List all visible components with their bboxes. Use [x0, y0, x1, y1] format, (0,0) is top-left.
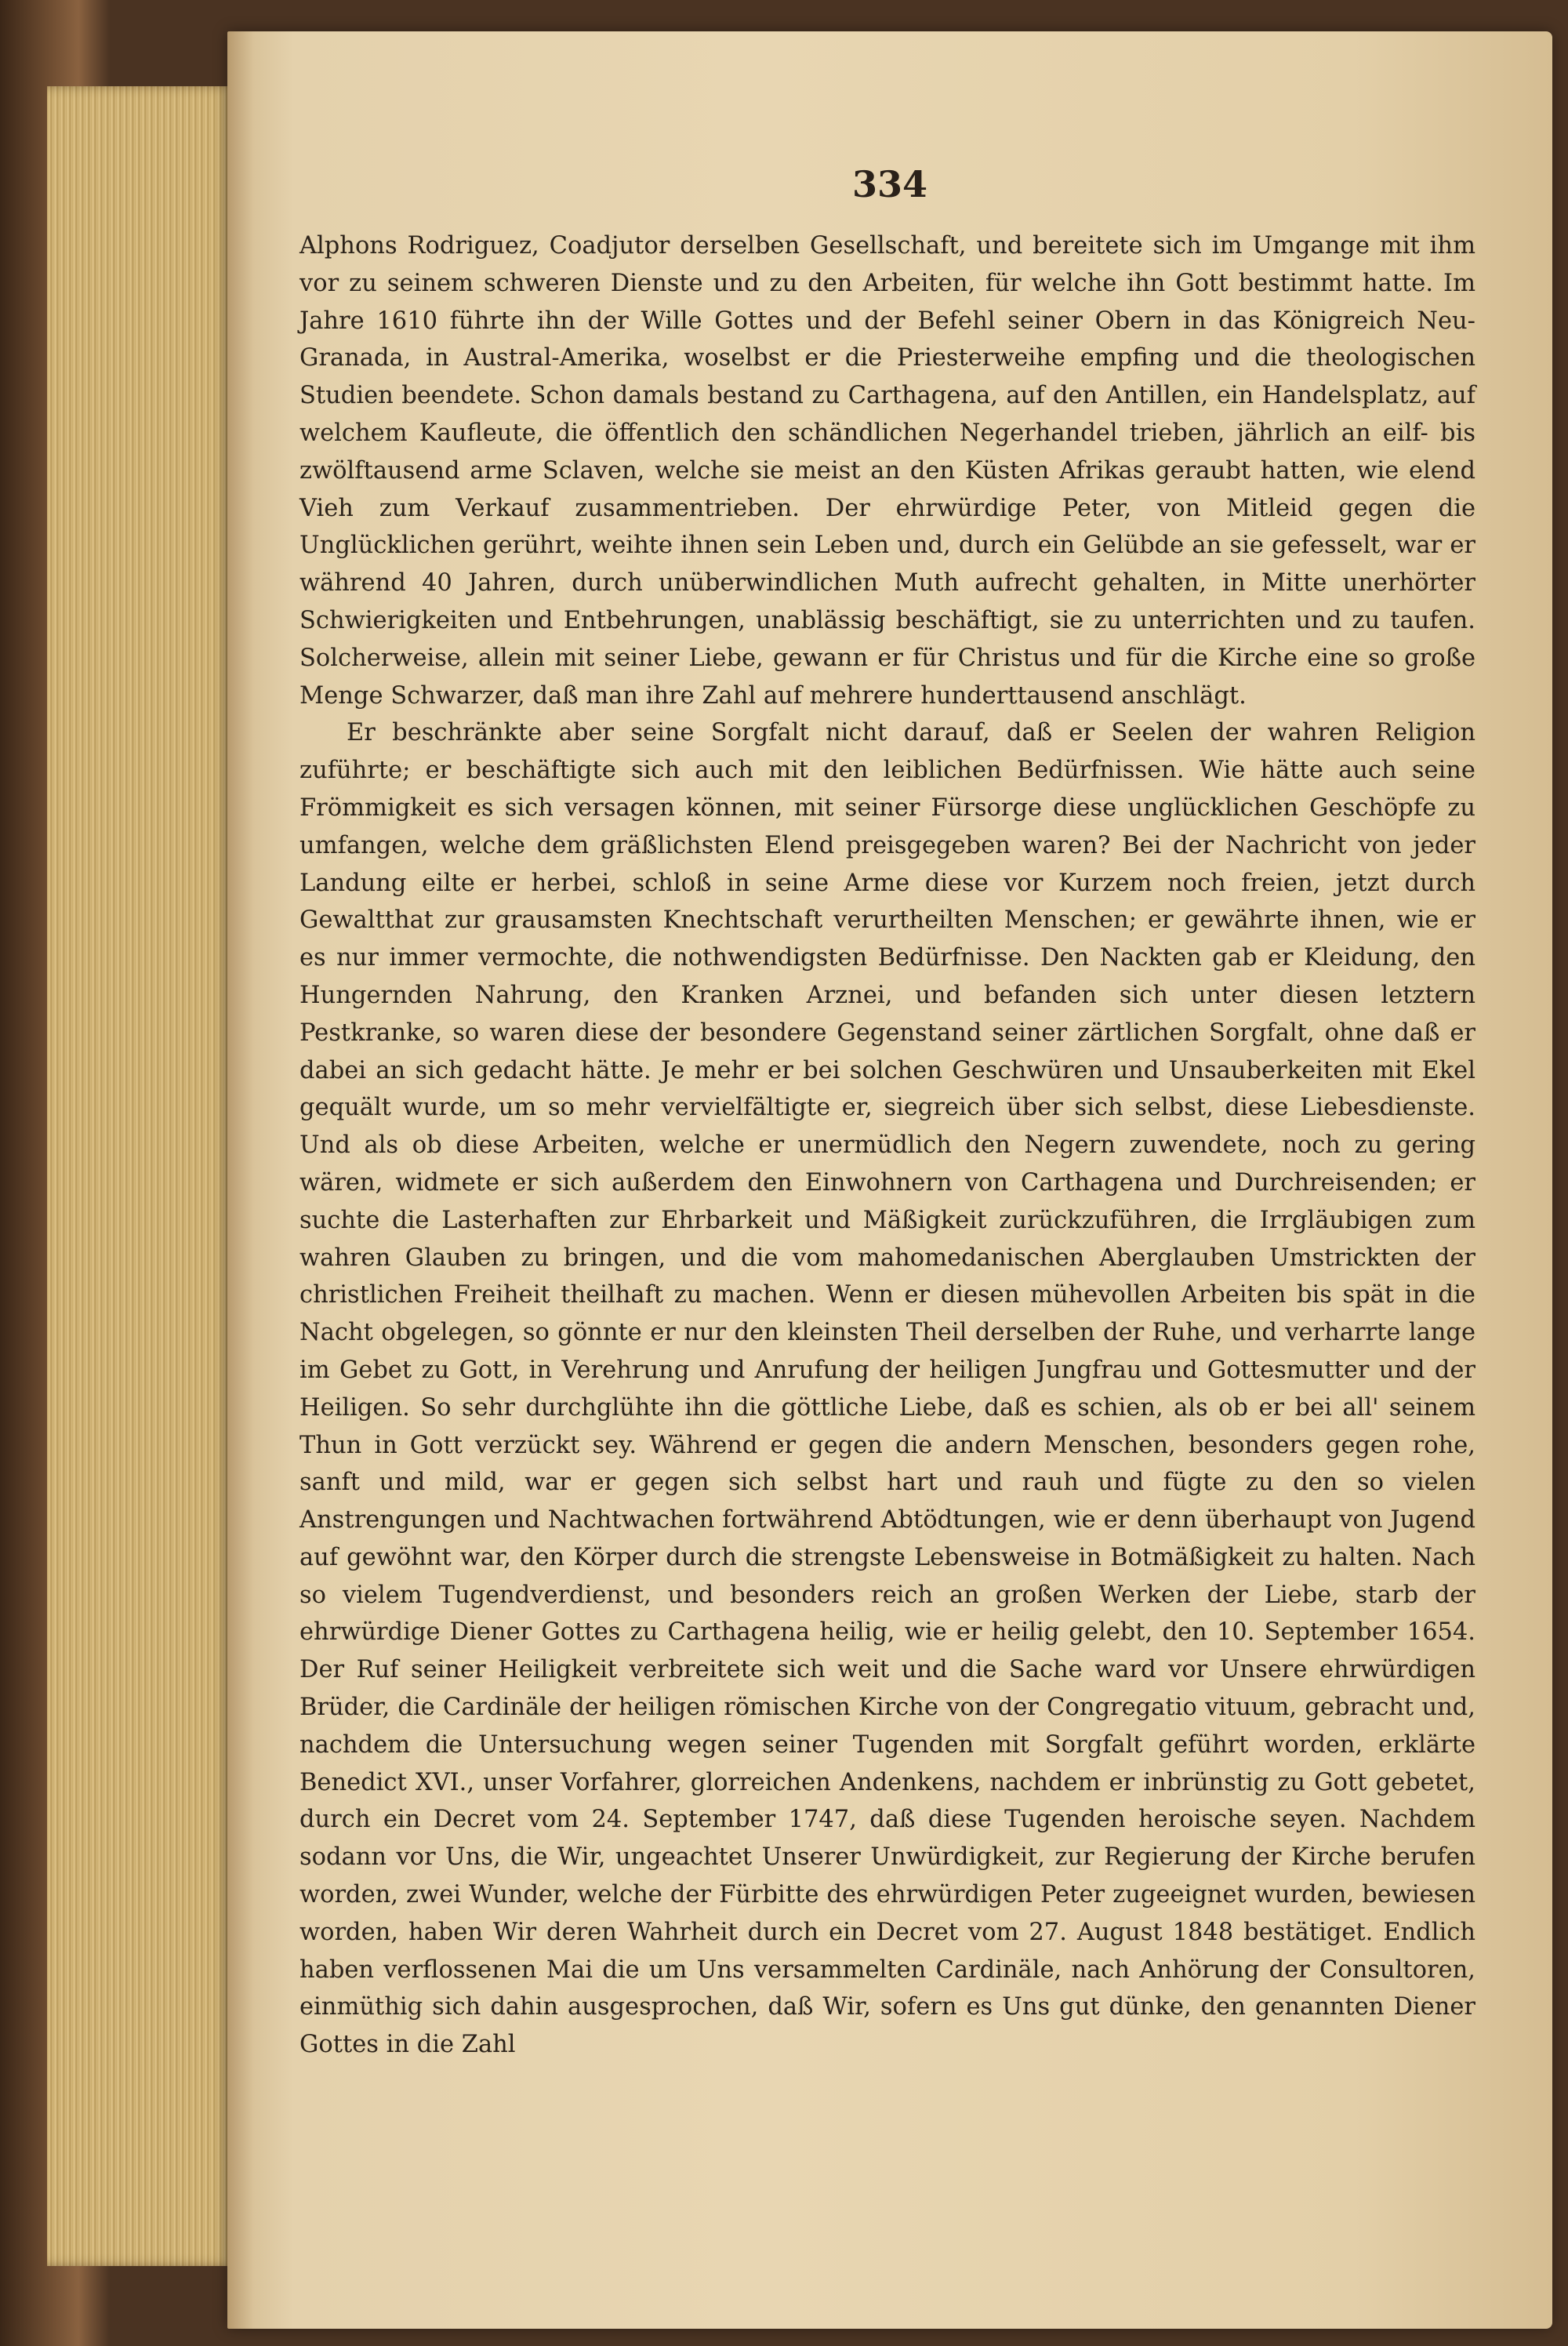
page-number: 334 — [851, 163, 928, 205]
paragraph-2: Er beschränkte aber seine Sorgfalt nicht darauf, daß er Seelen der wahren Religion zuführte; er beschäftigte sich auch mit den leiblichen Bedürfnissen. Wie hätte auch seine Frömmigkeit es sich versagen können, mit seiner Fürsorge diese unglücklichen Geschöpfe zu umfangen, welche dem gräßlichsten Elend preisgegeben waren? Bei der Nachricht von jeder Landung eilte er herbei, schloß in seine Arme diese vor Kurzem noch freien, jetzt durch Gewaltthat zur grausamsten Knechtschaft verurtheilten Menschen; er gewährte ihnen, wie er es nur immer vermochte, die nothwendigsten Bedürfnisse. Den Nackten gab er Kleidung, den Hungernden Nahrung, den Kranken Arznei, und befanden sich unter diesen letztern Pestkranke, so waren diese der besondere Gegenstand seiner zärtlichen Sorgfalt, ohne daß er dabei an sich gedacht hätte. Je mehr er bei solchen Geschwüren und Unsauberkeiten mit Ekel gequält wurde, um so mehr vervielfältigte er, siegreich über sich selbst, diese Liebesdienste. Und als ob diese Arbeiten, welche er unermüdlich den Negern zuwendete, noch zu gering wären, widmete er sich außerdem den Einwohnern von Carthagena und Durchreisenden; er suchte die Lasterhaften zur Ehrbarkeit und Mäßigkeit zurückzuführen, die Irrgläubigen zum wahren Glauben zu bringen, und die vom mahomedanischen Aberglauben Umstrickten der christlichen Freiheit theilhaft zu machen. Wenn er diesen mühevollen Arbeiten bis spät in die Nacht obgelegen, so gönnte er nur den kleinsten Theil derselben der Ruhe, und verharrte lange im Gebet zu Gott, in Verehrung und Anrufung der heiligen Jungfrau und Gottesmutter und der Heiligen. So sehr durchglühte ihn die göttliche Liebe, daß es schien, als ob er bei all' seinem Thun in Gott verzückt sey. Während er gegen die andern Menschen, besonders gegen rohe, sanft und mild, war er gegen sich selbst hart und rauh und fügte zu den so vielen Anstrengungen und Nachtwachen fortwährend Abtödtungen, wie er denn überhaupt von Jugend auf gewöhnt war, den Körper durch die strengste Lebensweise in Botmäßigkeit zu halten. Nach so vielem Tugendverdienst, und besonders reich an großen Werken der Liebe, starb der ehrwürdige Diener Gottes zu Carthagena heilig, wie er heilig gelebt, den 10. September 1654. Der Ruf seiner Heiligkeit verbreitete sich weit und die Sache ward vor Unsere ehrwürdigen Brüder, die Cardinäle der heiligen römischen Kirche von der Congregatio vituum, gebracht und, nachdem die Untersuchung wegen seiner Tugenden mit Sorgfalt geführt worden, erklärte Benedict XVI., unser Vorfahrer, glorreichen Andenkens, nachdem er inbrünstig zu Gott gebetet, durch ein Decret vom 24. September 1747, daß diese Tugenden heroische seyen. Nachdem sodann vor Uns, die Wir, ungeachtet Unserer Unwürdigkeit, zur Regierung der Kirche berufen worden, zwei Wunder, welche der Fürbitte des ehrwürdigen Peter zugeeignet wurden, bewiesen worden, haben Wir deren Wahrheit durch ein Decret vom 27. August 1848 bestätiget. Endlich haben verflossenen Mai die um Uns versammelten Cardinäle, nach Anhörung der Consultoren, einmüthig sich dahin ausgesprochen, daß Wir, sofern es Uns gut dünke, den genannten Diener Gottes in die Zahl — [299, 719, 1475, 2059]
book-page — [227, 31, 1552, 2329]
page-edges — [47, 86, 235, 2266]
paragraph-1: Alphons Rodriguez, Coadjutor derselben Gesellschaft, und bereitete sich im Umgange mit ihm vor zu seinem schweren Dienste und zu den Arbeiten, für welche ihn Gott bestimmt hatte. Im Jahre 1610 führte ihn der Wille Gottes und der Befehl seiner Obern in das Königreich Neu-Granada, in Austral-Amerika, woselbst er die Priesterweihe empfing und die theologischen Studien beendete. Schon damals bestand zu Carthagena, auf den Antillen, ein Handelsplatz, auf welchem Kaufleute, die öffentlich den schändlichen Negerhandel trieben, jährlich an eilf- bis zwölftausend arme Sclaven, welche sie meist an den Küsten Afrikas geraubt hatten, wie elend Vieh zum Verkauf zusammentrieben. Der ehrwürdige Peter, von Mitleid gegen die Unglücklichen gerührt, weihte ihnen sein Leben und, durch ein Gelübde an sie gefesselt, war er während 40 Jahren, durch unüberwindlichen Muth aufrecht gehalten, in Mitte unerhörter Schwierigkeiten und Entbehrungen, unablässig beschäftigt, sie zu unterrichten und zu taufen. Solcherweise, allein mit seiner Liebe, gewann er für Christus und für die Kirche eine so große Menge Schwarzer, daß man ihre Zahl auf mehrere hunderttausend anschlägt. — [299, 232, 1475, 710]
body-text — [299, 227, 1475, 2064]
